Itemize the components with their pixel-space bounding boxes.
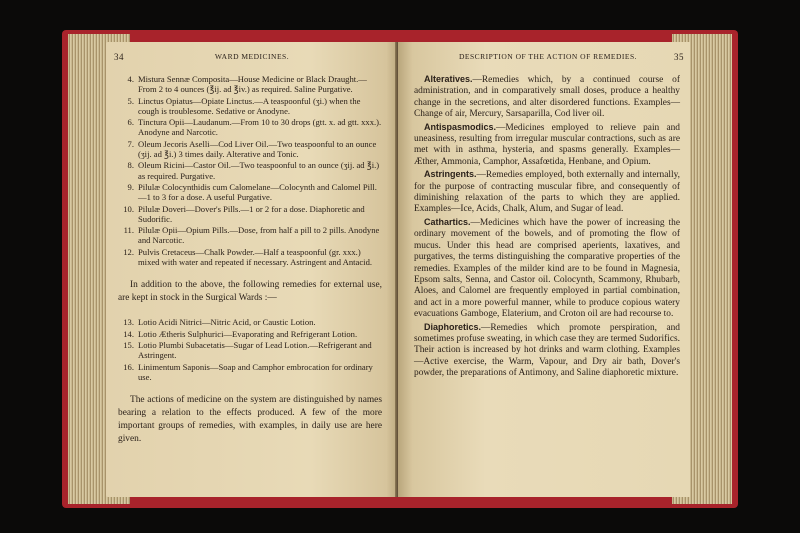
- entry-text: —Remedies employed, both externally and internally, for the purpose of contracting muscular fibre, and consequently of diminishing relaxation of the parts to which they are applied. Examples—Ice, Acids, Chalk, Alum, and Sugar of lead.: [414, 170, 680, 215]
- item-number: 14.: [123, 328, 134, 339]
- remedy-entry: [414, 217, 680, 321]
- left-page-body: [118, 74, 382, 458]
- item-number: 16.: [123, 361, 134, 372]
- list-item: [118, 182, 382, 203]
- item-text: Oleum Ricini—Castor Oil.—Two teaspoonful to an ounce (ʒij. ad ℥i.) as required. Purgative.: [138, 160, 380, 181]
- item-number: 9.: [127, 181, 134, 192]
- left-page: [106, 42, 398, 497]
- item-text: Pilulæ Doveri—Dover's Pills.—1 or 2 for a dose. Diaphoretic and Sudorific.: [138, 203, 365, 224]
- entry-term: Diaphoretics.: [424, 321, 482, 332]
- item-text: Oleum Jecoris Aselli—Cod Liver Oil.—Two teaspoonful to an ounce (ʒij. ad ℥i.) 3 times daily. Alterative and Tonic.: [138, 138, 377, 160]
- entry-term: Antispasmodics.: [424, 121, 497, 132]
- item-text: Pilulæ Opii—Opium Pills.—Dose, from half a pill to 2 pills. Anodyne and Narcotic.: [138, 225, 380, 246]
- entry-text: —Medicines employed to relieve pain and uneasiness, resulting from irregular muscular contractions, such as are met with in asthma, hysteria, and spasms generally. Examples—Æther, Ammonia, Camphor, Assafœtida, Henbane, and Opium.: [414, 122, 680, 167]
- entry-text: —Remedies which, by a continued course of administration, and in comparatively small doses, produce a healthy change in the secretions, and alter disordered functions. Examples—Change of air, Mercury, Sarsaparilla, Cod liver oil.: [414, 75, 680, 120]
- item-text: Tinctura Opii—Laudanum.—From 10 to 30 drops (gtt. x. ad gtt. xxx.). Anodyne and Narcotic.: [138, 117, 382, 138]
- item-number: 12.: [123, 246, 134, 257]
- open-book: [62, 22, 738, 517]
- item-number: 15.: [123, 339, 134, 350]
- item-text: Lotio Plumbi Subacetatis—Sugar of Lead Lotion.—Refrigerant and Astringent.: [138, 339, 372, 361]
- surgical-wards-paragraph: In addition to the above, the following remedies for external use, are kept in stock in the Surgical Wards :—: [118, 280, 382, 304]
- item-text: Lotio Acidi Nitrici—Nitric Acid, or Caustic Lotion.: [138, 317, 316, 328]
- item-text: Mistura Sennæ Composita—House Medicine or Black Draught.—From 2 to 4 ounces (℥ij. ad ℥iv.) as required. Saline Purgative.: [138, 74, 367, 95]
- list-item: [118, 139, 382, 160]
- list-item: [118, 329, 382, 339]
- right-page-number: 35: [674, 52, 684, 62]
- item-number: 7.: [127, 138, 134, 149]
- list-item: [118, 340, 382, 361]
- list-item: [118, 74, 382, 95]
- entry-term: Astringents.: [424, 169, 477, 180]
- remedy-list-internal: [118, 74, 382, 267]
- entry-text: —Remedies which promote perspiration, and sometimes profuse sweating, in which case they are termed Sudorifics. Their action is increased by hot drinks and warm clothing. Examples—Active exercise, the Warm, Vapour, and Dry air bath, Dover's powder, the preparations of Antimony, and Saline diaphoretic mixture.: [414, 322, 680, 379]
- item-number: 8.: [127, 160, 134, 171]
- list-item: [118, 362, 382, 383]
- item-text: Pulvis Cretaceus—Chalk Powder.—Half a teaspoonful (gr. xxx.) mixed with water and repeated if necessary. Astringent and Antacid.: [138, 246, 373, 268]
- item-text: Linimentum Saponis—Soap and Camphor embrocation for ordinary use.: [138, 361, 373, 382]
- list-item: [118, 204, 382, 225]
- remedy-entry: [414, 74, 680, 121]
- right-running-title: DESCRIPTION OF THE ACTION OF REMEDIES.: [458, 52, 638, 61]
- left-running-title: WARD MEDICINES.: [214, 52, 290, 61]
- item-number: 4.: [127, 74, 134, 84]
- list-item: [118, 160, 382, 181]
- list-item: [118, 247, 382, 268]
- list-item: [118, 317, 382, 327]
- list-item: [118, 117, 382, 138]
- item-number: 13.: [123, 317, 134, 328]
- item-number: 10.: [123, 203, 134, 214]
- item-text: Lotio Ætheris Sulphurici—Evaporating and Refrigerant Lotion.: [138, 328, 358, 339]
- item-text: Linctus Opiatus—Opiate Linctus.—A teaspoonful (ʒi.) when the cough is troublesome. Sedative or Anodyne.: [138, 95, 361, 116]
- remedy-entry: [414, 122, 680, 169]
- item-number: 6.: [127, 117, 134, 128]
- remedy-list-external: [118, 317, 382, 382]
- remedy-entry: [414, 322, 680, 380]
- remedy-entry: [414, 169, 680, 216]
- list-item: [118, 96, 382, 117]
- left-page-number: 34: [114, 52, 124, 62]
- item-text: Pilulæ Colocynthidis cum Calomelane—Colocynth and Calomel Pill.—1 to 3 for a dose. A useful Purgative.: [138, 181, 377, 203]
- list-item: [118, 225, 382, 246]
- right-page-body: [414, 74, 680, 381]
- actions-paragraph: The actions of medicine on the system are distinguished by names bearing a relation to the effects produced. A few of the more important groups of remedies, with examples, in daily use are here given.: [118, 395, 382, 445]
- item-number: 5.: [127, 95, 134, 106]
- right-page: [398, 42, 690, 497]
- entry-term: Alteratives.: [424, 74, 473, 84]
- entry-text: —Medicines which have the power of increasing the ordinary movement of the bowels, and of promoting the flow of mucus. Under this head are comprised aperients, laxatives, and purgatives, the terms distinguishing the comparative properties of the remedies. Examples of the milder kind are to be found in Magnesia, Epsom salts, Senna, and Castor oil. Colocynth, Scammony, Rhubarb, Aloes, and Calomel are frequently employed in partial combination, and act in a more powerful manner, while to produce copious watery evacuations Gamboge, Elaterium, and Croton oil are had recourse to.: [414, 217, 680, 320]
- entry-term: Cathartics.: [424, 216, 471, 227]
- item-number: 11.: [123, 225, 134, 236]
